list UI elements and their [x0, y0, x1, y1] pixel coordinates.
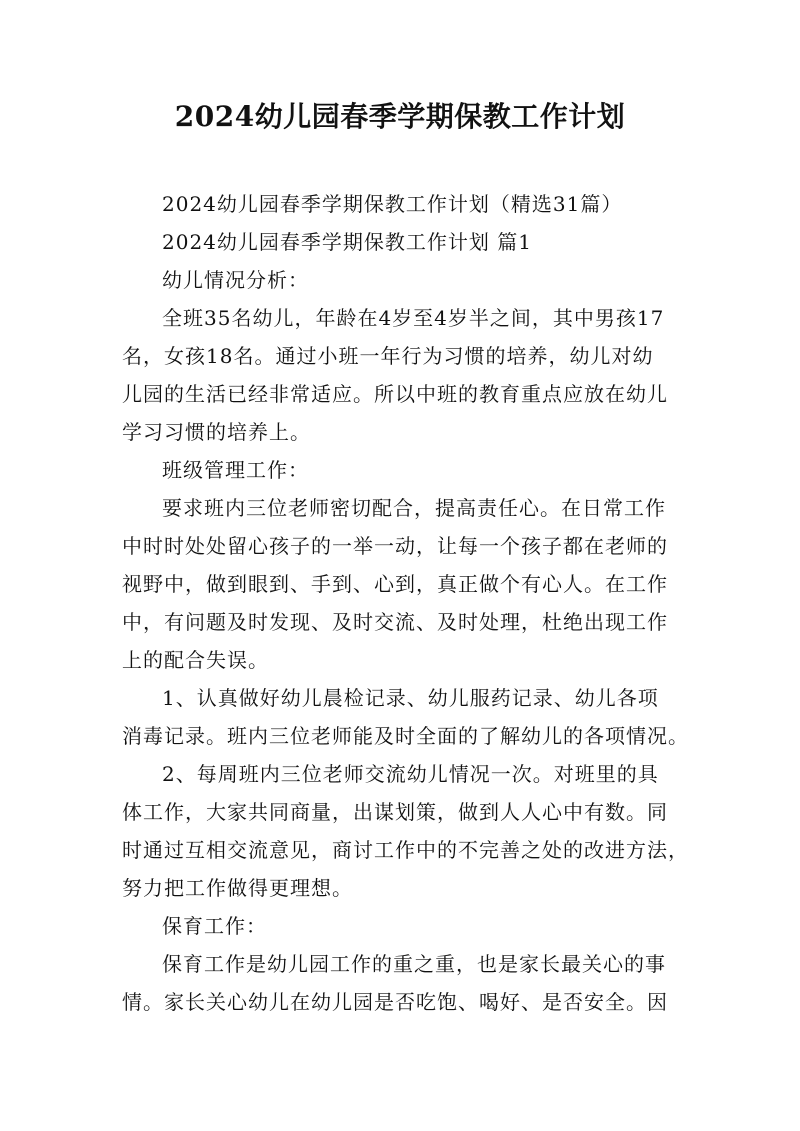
heading-class-management: 班级管理工作：: [162, 458, 309, 482]
paragraph-line: 视野中，做到眼到、手到、心到，真正做个有心人。在工作: [122, 572, 668, 596]
document-title: 2024幼儿园春季学期保教工作计划: [174, 100, 626, 133]
section-heading-line: 2024幼儿园春季学期保教工作计划 篇1: [162, 230, 532, 254]
heading-care-work: 保育工作：: [162, 914, 267, 938]
document-body: [122, 185, 689, 1021]
paragraph-line: 全班35名幼儿，年龄在4岁至4岁半之间，其中男孩17: [162, 306, 665, 330]
paragraph-line: 情。家长关心幼儿在幼儿园是否吃饱、喝好、是否安全。因: [122, 990, 668, 1014]
paragraph-line: 名，女孩18名。通过小班一年行为习惯的培养，幼儿对幼: [122, 344, 654, 368]
heading-child-analysis: 幼儿情况分析：: [162, 268, 309, 292]
paragraph-line: 保育工作是幼儿园工作的重之重，也是家长最关心的事: [162, 952, 666, 976]
numbered-item-line: 1、认真做好幼儿晨检记录、幼儿服药记录、幼儿各项: [162, 686, 659, 710]
paragraph-line: 学习习惯的培养上。: [122, 420, 311, 444]
paragraph-line: 消毒记录。班内三位老师能及时全面的了解幼儿的各项情况。: [122, 724, 689, 748]
paragraph-line: 中时时处处留心孩子的一举一动，让每一个孩子都在老师的: [122, 534, 668, 558]
subtitle-line: 2024幼儿园春季学期保教工作计划（精选31篇）: [162, 192, 623, 216]
paragraph-line: 儿园的生活已经非常适应。所以中班的教育重点应放在幼儿: [122, 382, 668, 406]
paragraph-line: 中，有问题及时发现、及时交流、及时处理，杜绝出现工作: [122, 610, 668, 634]
paragraph-line: 体工作，大家共同商量，出谋划策，做到人人心中有数。同: [122, 800, 668, 824]
numbered-item-line: 2、每周班内三位老师交流幼儿情况一次。对班里的具: [162, 762, 659, 786]
paragraph-line: 要求班内三位老师密切配合，提高责任心。在日常工作: [162, 496, 666, 520]
paragraph-line: 上的配合失误。: [122, 648, 269, 672]
paragraph-line: 努力把工作做得更理想。: [122, 876, 353, 900]
paragraph-line: 时通过互相交流意见，商讨工作中的不完善之处的改进方法，: [122, 838, 689, 862]
